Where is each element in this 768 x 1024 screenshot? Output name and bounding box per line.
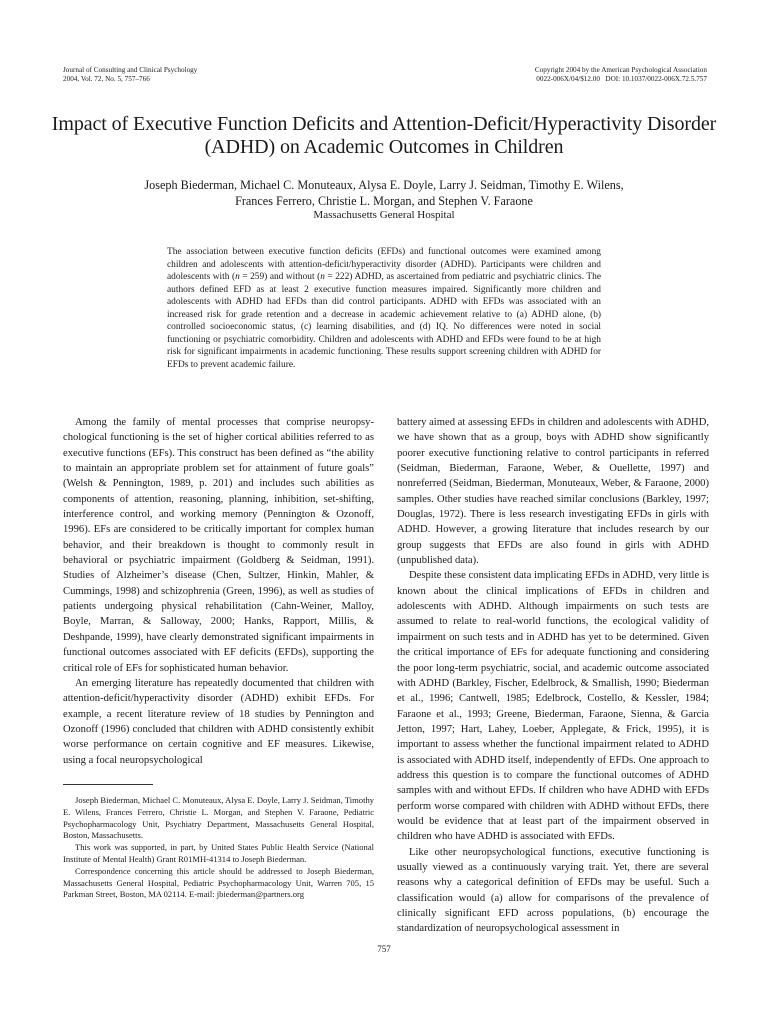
abstract bbox=[167, 246, 601, 371]
author-affiliation-note: Joseph Biederman, Michael C. Monuteaux, Alysa E. Doyle, Larry J. Seidman, Timothy E. Wilens, Frances Ferrero, Christie L. Morgan, and Stephen V. Faraone, Pediatric Psychopharmacology Unit, Psychiatry Department, Massachusetts General Hospital, Boston, Massachusetts. bbox=[63, 795, 374, 841]
journal-header bbox=[63, 66, 197, 83]
body-paragraph: Like other neuropsychological functions, executive functioning is usually viewed as a continuously varying trait. Yet, there are several reasons why a categorical definition of EFDs may be useful. Such a classification would (a) allow for comparisons of the prevalence of clinically significant EFD across populations, (b) encourage the standardization of neuropsychological assessment in bbox=[397, 846, 709, 935]
copyright-line: Copyright 2004 by the American Psychological Association bbox=[534, 66, 707, 74]
footnote-divider bbox=[63, 784, 153, 785]
author-list bbox=[40, 178, 728, 209]
correspondence-note: Correspondence concerning this article should be addressed to Joseph Biederman, Massachusetts General Hospital, Pediatric Psychopharmacology Unit, Warren 705, 15 Parkman Street, Boston, MA 02114. E-mail: jbiederman@partners.org bbox=[63, 865, 374, 900]
body-column-left bbox=[63, 415, 374, 768]
funding-note: This work was supported, in part, by United States Public Health Service (National Institute of Mental Health) Grant R01MH-41314 to Joseph Biederman. bbox=[63, 842, 374, 864]
authors-line-2: Frances Ferrero, Christie L. Morgan, and Stephen V. Faraone bbox=[235, 193, 533, 208]
body-column-right bbox=[397, 415, 709, 937]
n-label-2: n bbox=[320, 272, 325, 282]
abstract-text-2: = 259) and without ( bbox=[239, 272, 321, 282]
affiliation: Massachusetts General Hospital bbox=[313, 209, 455, 221]
body-paragraph: Despite these consistent data implicating EFDs in ADHD, very little is known about the clinical implications of EFDs in children and adolescents with ADHD. Although impairments on such tests are assumed to relate to real-world functions, the ecological validity of impairment on such tests and in ADHD has yet to be determined. Given the critical importance of EFs for adequate functioning and considering the poor long-term psychiatric, social, and academic outcome associated with ADHD (Barkley, Fischer, Edelbrock, & Smallish, 1990; Biederman et al., 1996; Cantwell, 1985; Edelbrock, Costello, & Kessler, 1984; Faraone et al., 1993; Greene, Biederman, Faraone, Sienna, & Garcia Jetton, 1997; Hart, Lahey, Loeber, Applegate, & Frick, 1995), it is important to assess whether the functional impairment related to ADHD is associated with ADHD itself, independently of EFDs. One approach to address this question is to compare the functional outcomes of ADHD samples with and without EFDs. If children who have ADHD with EFDs perform worse compared with children with ADHD without EFDs, there would be evidence that at least part of the impairment observed in children who have ADHD is associated with EFDs. bbox=[397, 570, 709, 843]
journal-name: Journal of Consulting and Clinical Psychology bbox=[63, 66, 198, 74]
body-paragraph: An emerging literature has repeatedly documented that children with attention-deficit/hyperactivity disorder (ADHD) exhibit EFDs. For example, a recent literature review of 18 studies by Pennington and Ozonoff (1996) concluded that children with ADHD consistently exhibit worse performance on certain cognitive and EF measures. Likewise, using a focal neuropsychological bbox=[63, 677, 374, 766]
volume-info: 2004, Vol. 72, No. 5, 757–766 bbox=[63, 74, 150, 83]
doi-line: 0022-006X/04/$12.00 DOI: 10.1037/0022-006X.72.5.757 bbox=[536, 74, 707, 83]
article-title: Impact of Executive Function Deficits and Attention-Deficit/Hyperactivity Disorder (ADHD) on Academic Outcomes in Children bbox=[51, 113, 717, 158]
copyright-header bbox=[535, 66, 707, 83]
body-paragraph: Among the family of mental processes that comprise neuropsychological functioning is the set of higher cortical abilities referred to as executive functions (EFs). This construct has been defined as “the ability to maintain an appropriate problem set for attainment of future goals” (Welsh & Pennington, 1989, p. 201) and includes such abilities as components of attention, reasoning, planning, inhibition, set-shifting, interference control, and working memory (Pennington & Ozonoff, 1996). EFs are considered to be critically important for complex human behavior, and their breakdown is thought to commonly result in behavioral or psychiatric impairment (Goldberg & Seidman, 1991). Studies of Alzheimer’s disease (Chen, Sultzer, Hinkin, Mahler, & Cummings, 1998) and schizophrenia (Green, 1996), as well as studies of patients undergoing physical rehabilitation (Cahn-Weiner, Malloy, Boyle, Marran, & Salloway, 2000; Hanks, Rapport, Millis, & Deshpande, 1999), have clearly demonstrated significant impairments in functional outcomes associated with EF deficits (EFDs), supporting the critical role of EFs for sophisticated human behavior. bbox=[63, 417, 374, 674]
body-paragraph: battery aimed at assessing EFDs in children and adolescents with ADHD, we have shown that as a group, boys with ADHD show significantly poorer executive functioning relative to control participants in referred (Seidman, Biederman, Faraone, Weber, & Ouellette, 1997) and nonreferred (Seidman, Biederman, Monuteaux, Weber, & Faraone, 2000) samples. Other studies have reached similar conclusions (Barkley, 1997; Douglas, 1972). There is less research investigating EFDs in girls with ADHD. However, a growing literature that includes research by our group suggests that EFDs are also found in girls with ADHD (unpublished data). bbox=[397, 417, 709, 567]
abstract-text-1: The association between executive function deficits (EFDs) and functional outcomes were examined among children and adolescents with attention-deficit/hyperactivity disorder (ADHD). Participants were children and adolescents with ( bbox=[167, 247, 601, 282]
page-number: 757 bbox=[377, 944, 391, 954]
author-notes bbox=[63, 795, 374, 901]
abstract-text-3: = 222) ADHD, as ascertained from pediatric and psychiatric clinics. The authors defined EFD as at least 2 executive function measures impaired. Significantly more children and adolescents with ADHD had EFDs than did control participants. ADHD with EFDs was associated with an increased risk for grade retention and a decrease in academic achievement relative to (a) ADHD alone, (b) controlled socioeconomic status, (c) learning disabilities, and (d) IQ. No differences were noted in social functioning or psychiatric comorbidity. Children and adolescents with ADHD and EFDs were found to be at high risk for significant impairments in academic functioning. These results support screening children with ADHD for EFDs to prevent academic failure. bbox=[167, 272, 601, 370]
n-label-1: n bbox=[235, 272, 240, 282]
authors-line-1: Joseph Biederman, Michael C. Monuteaux, Alysa E. Doyle, Larry J. Seidman, Timothy E. Wilens, bbox=[144, 178, 624, 192]
